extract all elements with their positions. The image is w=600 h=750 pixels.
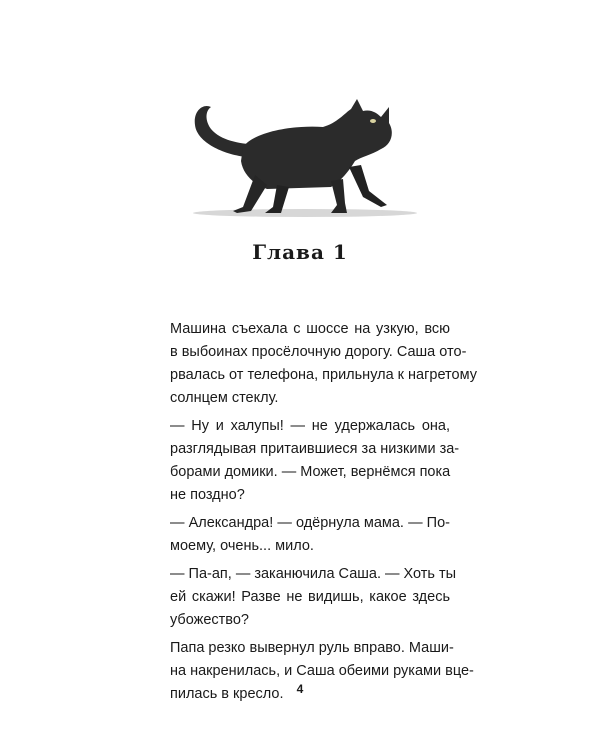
text-line: на накренилась, и Саша обеими руками вце- <box>170 663 474 679</box>
text-line: в выбоинах просёлочную дорогу. Саша ото- <box>170 344 467 360</box>
paragraph <box>148 512 450 558</box>
text-line: рвалась от телефона, прильнула к нагретому <box>170 367 477 383</box>
text-line: солнцем стеклу. <box>170 390 279 406</box>
body-text <box>148 318 477 706</box>
paragraph <box>148 318 477 410</box>
text-line: пилась в кресло. <box>170 686 284 702</box>
text-line: — Александра! — одёрнула мама. — По- <box>170 515 450 531</box>
black-cat-icon <box>185 95 425 225</box>
text-line: — Ну и халупы! — не удержалась она, <box>170 418 450 434</box>
text-line: Папа резко вывернул руль вправо. Маши- <box>170 640 454 656</box>
text-line: не поздно? <box>170 487 245 503</box>
text-line: борами домики. — Может, вернёмся пока <box>170 464 451 480</box>
text-line: разглядывая притаившиеся за низкими за- <box>170 441 460 457</box>
text-line: Машина съехала с шоссе на узкую, всю <box>170 321 450 337</box>
text-line: — Па-ап, — заканючила Саша. — Хоть ты <box>170 566 457 582</box>
paragraph <box>148 415 460 507</box>
text-line: моему, очень... мило. <box>170 538 314 554</box>
paragraph <box>148 563 457 632</box>
text-line: убожество? <box>170 612 249 628</box>
page-number: 4 <box>296 682 304 696</box>
chapter-title: Глава 1 <box>252 240 348 264</box>
text-line: ей скажи! Разве не видишь, какое здесь <box>170 589 450 605</box>
